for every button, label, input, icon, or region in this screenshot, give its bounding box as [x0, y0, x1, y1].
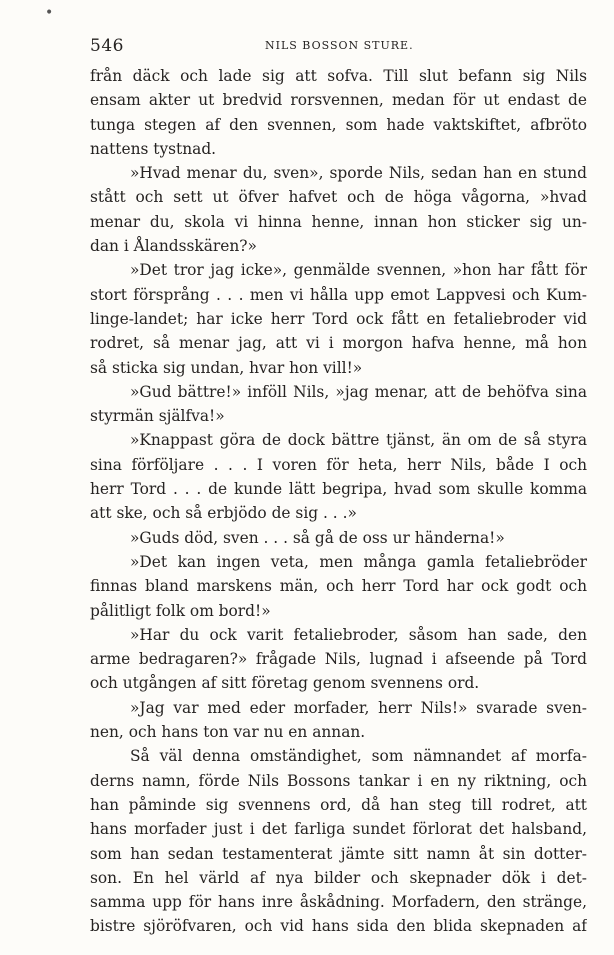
body-text: [90, 64, 587, 939]
text-line: stått och sett ut öfver hafvet och de höga vågorna, »hvad: [90, 188, 587, 207]
text-line: sina förföljare . . . I voren för heta, herr Nils, både I och: [90, 455, 587, 474]
page-header: [90, 36, 587, 58]
running-title: NILS BOSSON STURE.: [265, 39, 414, 52]
text-line: pålitligt folk om bord!»: [90, 601, 271, 620]
text-line: att ske, och så erbjödo de sig . . .»: [90, 504, 357, 523]
text-line: från däck och lade sig att sofva. Till slut befann sig Nils: [90, 67, 587, 85]
text-line: och utgången af sitt företag genom svennens ord.: [90, 674, 480, 693]
text-line: han påminde sig svennens ord, då han steg till rodret, att: [90, 795, 587, 814]
text-line: hans morfader just i det farliga sundet förlorat det halsband,: [90, 820, 587, 839]
text-line: son. En hel värld af nya bilder och skepnader dök i det-: [90, 868, 587, 887]
text-line: samma upp för hans inre åskådning. Morfadern, den stränge,: [90, 893, 587, 912]
text-line: »Knappast göra de dock bättre tjänst, än om de så styra: [130, 431, 587, 450]
text-line: »Gud bättre!» inföll Nils, »jag menar, att de behöfva sina: [130, 382, 587, 401]
text-line: så sticka sig undan, hvar hon vill!»: [90, 358, 363, 377]
text-line: dan i Ålandsskären?»: [90, 237, 257, 256]
text-line: derns namn, förde Nils Bossons tankar i en ny riktning, och: [90, 771, 587, 790]
text-line: nattens tystnad.: [90, 139, 217, 158]
text-line: tunga stegen af den svennen, som hade vaktskiftet, afbröto: [90, 115, 587, 134]
text-line: »Det kan ingen veta, men många gamla fetaliebröder: [130, 552, 587, 571]
text-line: nen, och hans ton var nu en annan.: [90, 723, 366, 742]
text-line: finnas bland marskens män, och herr Tord har ock godt och: [90, 577, 587, 596]
text-line: linge-landet; har icke herr Tord ock fått en fetaliebroder vid: [90, 309, 587, 328]
text-line: som han sedan testamenterat jämte sitt namn åt sin dotter-: [90, 844, 587, 863]
text-line: »Jag var med eder morfader, herr Nils!» svarade sven-: [130, 698, 587, 717]
page-number: 546: [90, 36, 124, 56]
text-line: menar du, skola vi hinna henne, innan hon sticker sig un-: [90, 212, 587, 231]
text-line: arme bedragaren?» frågade Nils, lugnad i afseende på Tord: [90, 650, 587, 669]
text-line: Så väl denna omständighet, som nämnandet af morfa-: [130, 747, 587, 766]
text-line: styrmän själfva!»: [90, 407, 225, 426]
corner-mark: •: [45, 5, 54, 21]
text-line: herr Tord . . . de kunde lätt begripa, hvad som skulle komma: [90, 480, 587, 499]
text-line: »Det tror jag icke», genmälde svennen, »hon har fått för: [130, 261, 587, 280]
text-line: »Hvad menar du, sven», sporde Nils, sedan han en stund: [130, 164, 587, 183]
text-line: bistre sjöröfvaren, och vid hans sida den blida skepnaden af: [90, 917, 587, 936]
text-line: »Har du ock varit fetaliebroder, såsom han sade, den: [130, 625, 587, 644]
text-line: stort försprång . . . men vi hålla upp emot Lappvesi och Kum-: [90, 285, 587, 304]
text-line: ensam akter ut bredvid rorsvennen, medan för ut endast de: [90, 91, 587, 110]
text-line: »Guds död, sven . . . så gå de oss ur händerna!»: [130, 528, 505, 547]
text-line: rodret, så menar jag, att vi i morgon hafva henne, må hon: [90, 334, 587, 353]
